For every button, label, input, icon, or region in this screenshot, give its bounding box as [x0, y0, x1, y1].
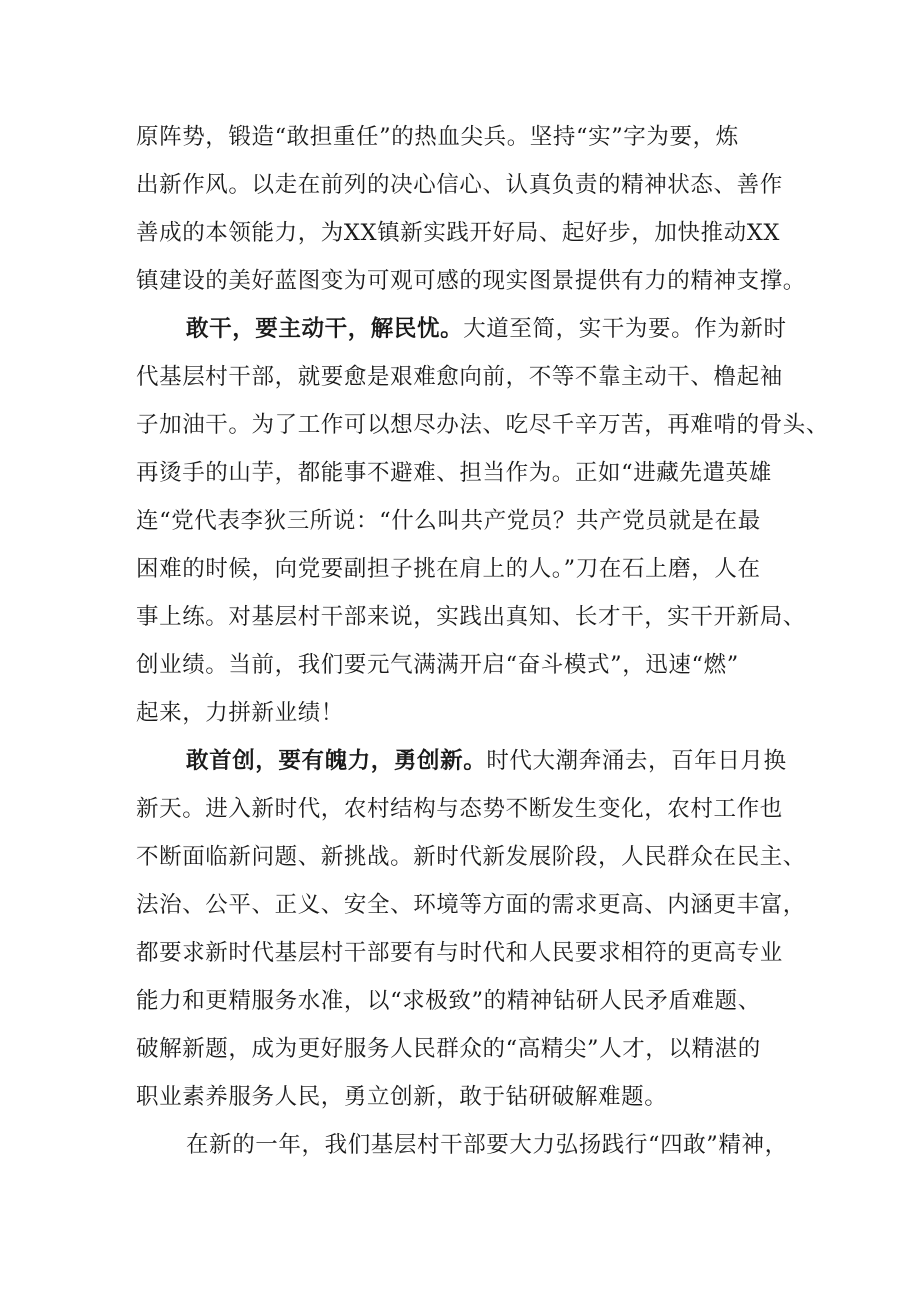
- paragraph-3-first-text: 时代大潮奔涌去，百年日月换: [486, 748, 787, 774]
- paragraph-2-line-7: 事上练。对基层村干部来说，实践出真知、长才干，实干开新局、: [136, 604, 806, 630]
- paragraph-2-line-1: [186, 314, 787, 344]
- paragraph-2-heading: 敢干，要主动干，解民忧。: [186, 316, 464, 342]
- paragraph-1-line-2: 出新作风。以走在前列的决心信心、认真负责的精神状态、善作: [136, 172, 783, 198]
- paragraph-2-line-3: 子加油干。为了工作可以想尽办法、吃尽千辛万苦，再难啃的骨头、: [136, 412, 830, 438]
- paragraph-1-line-4: 镇建设的美好蓝图变为可观可感的现实图景提供有力的精神支撑。: [136, 268, 806, 294]
- paragraph-2-line-8: 创业绩。当前，我们要元气满满开启“奋斗模式”，迅速“燃”: [136, 652, 739, 678]
- paragraph-2-first-text: 大道至简，实干为要。作为新时: [463, 316, 787, 342]
- paragraph-3-line-4: 法治、公平、正义、安全、环境等方面的需求更高、内涵更丰富，: [136, 892, 806, 918]
- paragraph-4-line-1: 在新的一年，我们基层村干部要大力弘扬践行“四敢”精神，: [186, 1132, 788, 1158]
- paragraph-2-line-2: 代基层村干部，就要愈是艰难愈向前，不等不靠主动干、橹起袖: [136, 364, 783, 390]
- paragraph-2-line-9: 起来，力拼新业绩！: [136, 700, 344, 726]
- paragraph-3-line-6: 能力和更精服务水准，以“求极致”的精神钻研人民矛盾难题、: [136, 988, 761, 1014]
- paragraph-3-line-1: [186, 746, 787, 776]
- paragraph-3-line-8: 职业素养服务人民，勇立创新，敢于钻研破解难题。: [136, 1084, 668, 1110]
- paragraph-3-line-3: 不断面临新问题、新挑战。新时代新发展阶段，人民群众在民主、: [136, 844, 806, 870]
- paragraph-2-line-4: 再烫手的山芋，都能事不避难、担当作为。正如“进藏先遣英雄: [136, 460, 772, 486]
- paragraph-2-line-5: 连“党代表李狄三所说：“什么叫共产党员？共产党员就是在最: [136, 508, 761, 534]
- paragraph-3-heading: 敢首创，要有魄力，勇创新。: [186, 748, 487, 774]
- paragraph-3-line-7: 破解新题，成为更好服务人民群众的“高精尖”人才，以精湛的: [136, 1036, 761, 1062]
- paragraph-1-line-1: 原阵势，锻造“敢担重任”的热血尖兵。坚持“实”字为要，炼: [136, 124, 739, 150]
- paragraph-2-line-6: 困难的时候，向党要副担子挑在肩上的人。”刀在石上磨，人在: [136, 556, 761, 582]
- paragraph-1-line-3: 善成的本领能力，为XX镇新实践开好局、起好步，加快推动XX: [136, 220, 780, 246]
- paragraph-3-line-2: 新天。进入新时代，农村结构与态势不断发生变化，农村工作也: [136, 796, 783, 822]
- paragraph-3-line-5: 都要求新时代基层村干部要有与时代和人民要求相符的更高专业: [136, 940, 783, 966]
